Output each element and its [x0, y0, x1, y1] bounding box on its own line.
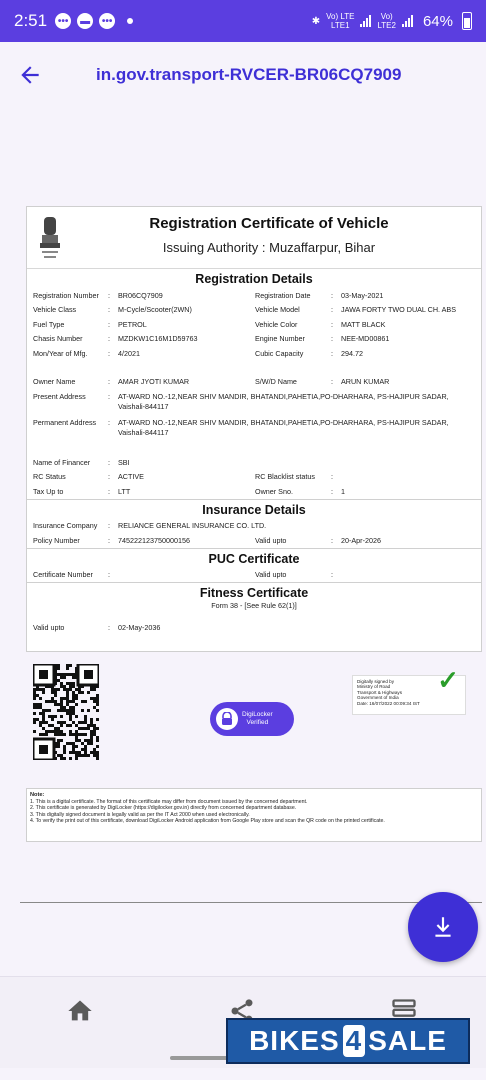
- battery-percent: 64%: [422, 12, 453, 30]
- divider: [20, 902, 482, 903]
- note-box: Note: 1. This is a digital certificate. The format of this certificate may differ from document issued by the concerned department. 2. This certificate is generated by DigiLocker (https://digilocker.gov.in) directly from concerned department database. 3. This digitally signed document is legally valid as per the IT Act 2000 when used electronically. 4. To verify the print out of this certificate, download DigiLocker Android application from Google Play store and scan the QR code on the printed certificate.: [26, 788, 482, 842]
- issuing-authority: Issuing Authority : Muzaffarpur, Bihar: [162, 240, 376, 255]
- status-time: 2:51: [14, 11, 48, 30]
- signal-1-icon: [360, 15, 371, 27]
- network-1: Vo) LTE LTE1: [326, 12, 355, 30]
- download-button[interactable]: [408, 892, 478, 962]
- registration-row: Fuel Type : PETROL Vehicle Color : MATT BLACK: [33, 319, 386, 329]
- check-icon: ✓: [437, 665, 459, 695]
- permanent-address-row: Permanent Address : AT-WARD NO.-12,NEAR SHIV MANDIR, BHATANDI,PAHETIA,PO-DHARHARA, PS-HAJIPUR SADAR, Vaishali-844117: [33, 418, 449, 437]
- doc-title: Registration Certificate of Vehicle: [149, 215, 389, 232]
- registration-row: Mon/Year of Mfg. : 4/2021 Cubic Capacity : 294.72: [33, 348, 363, 358]
- more-notifications-icon: [127, 18, 133, 24]
- message-notification-icon: ▬: [77, 13, 93, 29]
- registration-details: [27, 269, 481, 500]
- download-icon: [430, 914, 456, 940]
- battery-icon: [462, 12, 472, 30]
- insurance-company-row: Insurance Company : RELIANCE GENERAL INSURANCE CO. LTD.: [33, 521, 267, 531]
- section-title: PUC Certificate: [208, 551, 300, 566]
- digital-signature-box: Digitally signed by Ministry of Road Transport & Highways Government of India Date: 16/07/2022 00:09:34 IST ✓: [352, 675, 466, 715]
- digilocker-label: DigiLocker: [242, 711, 273, 718]
- section-title: Fitness Certificate: [199, 586, 309, 600]
- rc-status-row: RC Status : ACTIVE RC Blacklist status :: [33, 472, 333, 482]
- puc-certificate: [27, 549, 481, 584]
- insurance-details: [27, 500, 481, 549]
- puc-row: Certificate Number : Valid upto :: [33, 570, 333, 580]
- policy-row: Policy Number : 745222123750000156 Valid upto : 20-Apr-2026: [33, 535, 381, 545]
- fitness-valid-row: Valid upto : 02-May-2036: [33, 622, 161, 632]
- registration-row: Chasis Number : MZDKW1C16M1D59763 Engine Number : NEE-MD00861: [33, 334, 390, 344]
- signal-2-icon: [402, 15, 413, 27]
- app-bar: [0, 42, 486, 108]
- chat-notification-icon-2: •••: [99, 13, 115, 29]
- registration-rows: [27, 288, 481, 361]
- owner-row: Owner Name : AMAR JYOTI KUMAR S/W/D Name : ARUN KUMAR: [33, 377, 390, 387]
- fitness-form: Form 38 - [See Rule 62(1)]: [211, 601, 297, 610]
- financer-row: Name of Financer : SBI: [33, 457, 130, 467]
- registration-certificate: [26, 206, 482, 652]
- fitness-certificate: [27, 583, 481, 635]
- note-title: Note:: [30, 792, 45, 798]
- chat-notification-icon: •••: [55, 13, 71, 29]
- bluetooth-icon: ✱: [311, 15, 321, 27]
- page-title: in.gov.transport-RVCER-BR06CQ7909: [96, 65, 402, 84]
- status-bar: [0, 0, 486, 42]
- verified-label: Verified: [246, 719, 269, 726]
- doc-header: [27, 207, 481, 269]
- back-button[interactable]: [0, 42, 60, 108]
- qr-code-icon: [33, 664, 99, 760]
- home-icon: [66, 997, 94, 1025]
- network-2: Vo) LTE2: [377, 12, 396, 30]
- bikes4sale-watermark: BIKES 4 SALE: [226, 1018, 470, 1064]
- digilocker-icon: [216, 708, 238, 730]
- tax-row: Tax Up to : LTT Owner Sno. : 1: [33, 486, 345, 496]
- digilocker-verified-badge: [210, 702, 294, 736]
- present-address-row: Present Address : AT-WARD NO.-12,NEAR SHIV MANDIR, BHATANDI,PAHETIA,PO-DHARHARA, PS-HAJIPUR SADAR, Vaishali-844117: [33, 392, 449, 411]
- registration-row: Registration Number : BR06CQ7909 Registration Date : 03-May-2021: [33, 290, 384, 300]
- section-title: Insurance Details: [202, 502, 306, 517]
- status-indicators: [312, 12, 472, 30]
- back-arrow-icon: [17, 62, 43, 88]
- home-button[interactable]: [66, 997, 96, 1027]
- registration-row: Vehicle Class : M-Cycle/Scooter(2WN) Vehicle Model : JAWA FORTY TWO DUAL CH. ABS: [33, 305, 457, 315]
- section-title: Registration Details: [195, 272, 313, 286]
